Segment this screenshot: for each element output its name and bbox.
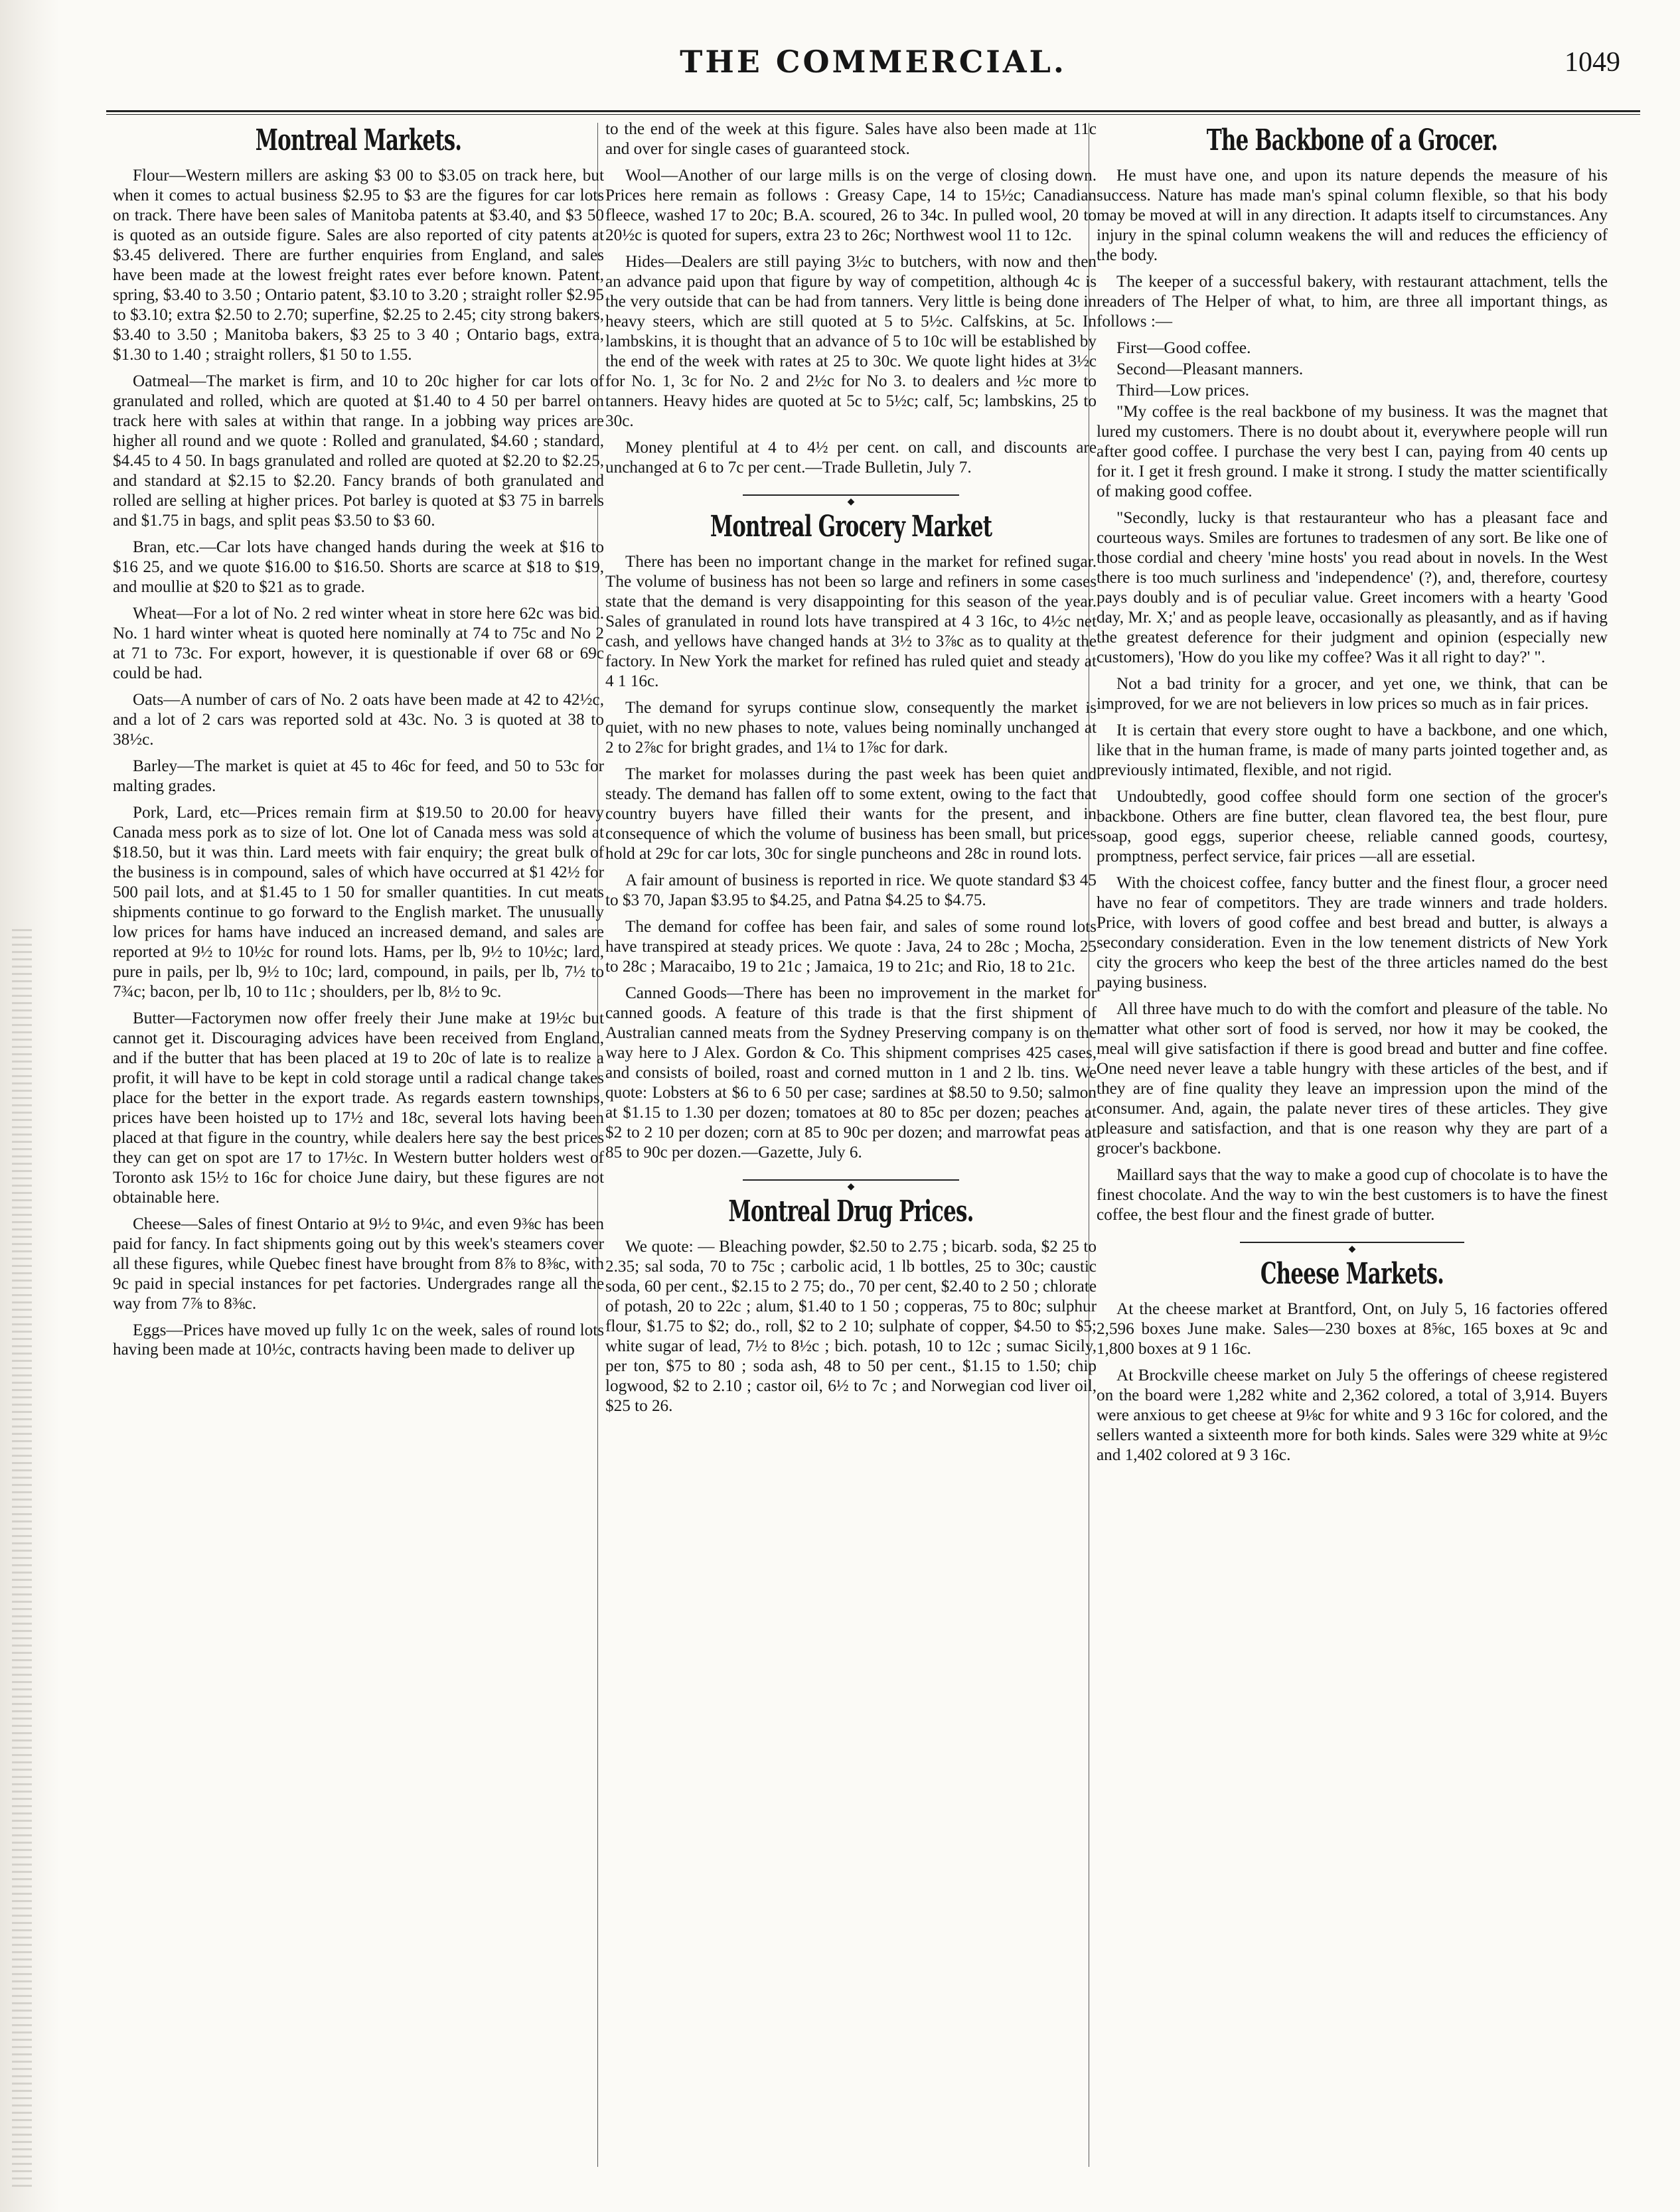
section-title-cheese-markets: Cheese Markets. [1260,1256,1444,1291]
paragraph: A fair amount of business is reported in rice. We quote standard $3 45 to $3 70, Japan $3.95 to $4.25, and Patna $4.25 to $4.75. [605,871,1097,909]
list-item: Third—Low prices. [1116,382,1250,400]
list-item: Second—Pleasant manners. [1116,360,1304,379]
paragraph: Not a bad trinity for a grocer, and yet one, we think, that can be improved, for we are not believers in low prices so much as in fair prices. [1097,674,1608,713]
drug-paragraph-list [605,1237,1097,1416]
backbone-paragraph-list-2 [1097,402,1608,1224]
backbone-list [1097,338,1608,401]
paragraph: He must have one, and upon its nature depends the measure of his success. Nature has made man's spinal column flexible, so that his body may be moved at will in any direction. It adapts itself to circumstances. Any injury in the spinal column weakens the will and reduces the efficiency of the body. [1097,167,1608,265]
paragraph: The demand for syrups continue slow, consequently the market is quiet, with no new phases to note, values being nominally unchanged at 2 to 2⅞c for bright grades, and 1¼ to 1⅞c for dark. [605,698,1097,757]
paragraph: It is certain that every store ought to have a backbone, and one which, like that in the human frame, is made of many parts jointed together and, as previously intimated, flexible, and not rigid. [1097,721,1608,779]
list-item: First—Good coffee. [1116,339,1251,358]
header-rule [106,110,1640,115]
section-title-drug-prices: Montreal Drug Prices. [728,1194,974,1228]
section-title-montreal-markets: Montreal Markets. [255,123,462,157]
paragraph: The market for molasses during the past week has been quiet and steady. The demand has fallen off to some extent, owing to the fact that country buyers have filled their wants for the present, and in consequence of which the volume of business has been small, but prices hold at 29c for car lots, 30c for single puncheons and 28c in round lots. [605,765,1097,863]
running-head [106,32,1640,105]
paragraph: Money plentiful at 4 to 4½ per cent. on call, and discounts are unchanged at 6 to 7c per cent.—Trade Bulletin, July 7. [605,438,1097,477]
grocery-paragraph-list [605,552,1097,1163]
paragraph: Barley—The market is quiet at 45 to 46c for feed, and 50 to 53c for malting grades. [113,757,604,795]
backbone-paragraph-list [1097,166,1608,332]
paragraph: Undoubtedly, good coffee should form one section of the grocer's backbone. Others are fine butter, clean flavored tea, the best flour, pure soap, good eggs, superior cheese, reliable canned goods, courtesy, promptness, perfect service, fair prices —all are essetial. [1097,787,1608,865]
paragraph: Flour—Western millers are asking $3 00 to $3.05 on track here, but when it comes to actual business $2.95 to $3 are the figures for car lots on track. There have been sales of Manitoba patents at $3.40, and $3 50 is quoted as an outside figure. Sales are also reported of city patents at $3.45 delivered. There are further enquiries from England, and sales have been made at the lowest freight rates ever before known. Patent, spring, $3.40 to 3.50 ; Ontario patent, $3.10 to 3.20 ; straight roller $2.95 to $3.10; extra $2.50 to 2.70; superfine, $2.25 to 2.45; city strong bakers, $3.40 to 3.50 ; Manitoba bakers, $3 25 to 3 40 ; Ontario bags, extra, $1.30 to 1.40 ; straight rollers, $1 50 to 1.55. [113,167,604,364]
paragraph: Oats—A number of cars of No. 2 oats have been made at 42 to 42½c, and a lot of 2 cars was reported sold at 43c. No. 3 is quoted at 38 to 38½c. [113,690,604,749]
scan-edge [0,0,60,2212]
section-ornament: ◆ [605,1175,1097,1184]
paragraph: All three have much to do with the comfort and pleasure of the table. No matter what other sort of food is served, nor how it may be cooked, the meal will give satisfaction if there is good bread and butter and fine coffee. One need never leave a table hungry with these articles of the best, and if they are of fine quality they leave an impression upon the mind of the consumer. And, again, the palate never tires of these articles. They give pleasure and satisfaction, and that is one reason why they are part of a grocer's backbone. [1097,999,1608,1157]
paragraph: There has been no important change in the market for refined sugar. The volume of business has not been so large and refiners in some cases state that the demand is very disappointing for this season of the year. Sales of granulated in round lots have transpired at 4 3 16c, to 4½c net cash, and yellows have changed hands at 3½ to 3⅞c as to quality at the factory. In New York the market for refined has ruled quiet and steady at 4 1 16c. [605,553,1097,690]
paragraph: Butter—Factorymen now offer freely their June make at 19½c but cannot get it. Discouraging advices have been received from England, and if the butter that has been placed at 19 to 20c of late is to realize a profit, it will have to be kept in cold storage until a radical change takes place for the better in the export trade. As regards eastern townships, prices have been hoisted up to 17½ and 18c, several lots having been placed at that figure in the country, while dealers here say the best prices they can get on spot are 17 to 17½c. In Western butter holders west of Toronto ask 15½ to 16c for choice June dairy, but these figures are not obtainable here. [113,1009,604,1207]
paragraph: Canned Goods—There has been no improvement in the market for canned goods. A feature of this trade is that the first shipment of Australian canned meats from the Sydney Preserving company is on the way here to J Alex. Gordon & Co. This shipment comprises 425 cases, and consists of boiled, roast and corned mutton in 1 and 2 lb. tins. We quote: Lobsters at $6 to 6 50 per case; sardines at $8.50 to 9.50; salmon at $1.15 to 1.30 per dozen; tomatoes at 80 to 85c per dozen; peaches at $2 to 2 10 per dozen; corn at 85 to 90c per dozen; and marrowfat peas at 85 to 90c per dozen.—Gazette, July 6. [605,984,1097,1161]
paragraph: The demand for coffee has been fair, and sales of some round lots have transpired at steady prices. We quote : Java, 24 to 28c ; Mocha, 25 to 28c ; Maracaibo, 19 to 21c ; Jamaica, 19 to 21c; and Rio, 18 to 21c. [605,917,1097,976]
column-backbone-cheese [1097,119,1608,2164]
section-title-backbone-grocer: The Backbone of a Grocer. [1206,123,1498,157]
paragraph: "Secondly, lucky is that restauranteur who has a pleasant face and courteous ways. Smiles are fortunes to tradesmen of any sort. Be like one of those cordial and cheery 'mine hosts' you read about in novels. In the West there is too much surliness and 'independence' (?), and, therefore, courtesy pays doubly and is of peculiar value. Greet incomers with a hearty 'Good day, Mr. X;' and as people leave, occasionally as pleasantly, and as if having the greatest deference for their judgment and opinion (especially new customers), 'How do you like my coffee? Was it all right to day?' ". [1097,509,1608,666]
paragraph: Wheat—For a lot of No. 2 red winter wheat in store here 62c was bid. No. 1 hard winter wheat is quoted here nominally at 74 to 75c and No 2 at 71 to 73c. For export, however, it is questionable if over 68 or 69c could be had. [113,605,604,682]
paragraph: Wool—Another of our large mills is on the verge of closing down. Prices here remain as follows : Greasy Cape, 14 to 15½c; Canadian fleece, washed 17 to 20c; B.A. scoured, 26 to 34c. In pulled wool, 20 to 20½c is quoted for supers, extra 23 to 26c; Northwest wool 11 to 12c. [605,166,1097,244]
paragraph: Maillard says that the way to make a good cup of chocolate is to have the finest chocolate. And the way to win the best customers is to have the finest coffee, the best flour and the finest grade of butter. [1097,1165,1608,1224]
paragraph: Oatmeal—The market is firm, and 10 to 20c higher for car lots of granulated and rolled, which are quoted at $1.40 to 4 50 per barrel on track here with sales at within that range. In a jobbing way prices are higher all round and we quote : Rolled and granulated, $4.60 ; standard, $4.45 to 4 50. In bags granulated and rolled are quoted at $2.20 to $2.25, and standard at $2.15 to $2.20. Fancy brands of both granulated and rolled are selling at higher prices. Pot barley is quoted at $3 75 in barrels and $1.75 in bags, and split peas $3.50 to $3 60. [113,372,604,530]
section-ornament: ◆ [1097,1237,1608,1246]
column-grocery-drug [605,119,1097,2164]
paragraph: Pork, Lard, etc—Prices remain firm at $19.50 to 20.00 for heavy Canada mess pork as to size of lot. One lot of Canada mess was sold at $18.50, but it was thin. Lard meets with fair enquiry; the great bulk of the business is in compound, sales of which have occurred at $1 42½ for 500 pail lots, and at $1.45 to 1 50 for smaller quantities. In cut meats shipments continue to go forward to the English market. The unusually low prices for hams have induced an increased demand, and sales are reported at 9½ to 10½c for round lots. Hams, per lb, 9½ to 10½c; lard, pure in pails, per lb, 9½ to 10c; lard, compound, in pails, per lb, 7½ to 7¾c; bacon, per lb, 10 to 11c ; shoulders, per lb, 8½ to 9c. [113,803,604,1001]
section-title-grocery-market: Montreal Grocery Market [710,509,992,544]
masthead: THE COMMERCIAL. [680,44,1067,80]
paragraph: Cheese—Sales of finest Ontario at 9½ to 9¼c, and even 9⅜c has been paid for fancy. In fact shipments going out by this week's steamers cover all these figures, while Quebec finest have brought from 8⅞ to 8⅜c, with 9c paid in special instances for pet factories. Undergrades range all the way from 7⅞ to 8⅜c. [113,1215,604,1313]
paragraph: Eggs—Prices have moved up fully 1c on the week, sales of round lots having been made at 10½c, contracts having been made to deliver up [113,1321,604,1359]
paragraph: "My coffee is the real backbone of my business. It was the magnet that lured my customers. There is no doubt about it, everywhere people will run after good coffee. I purchase the very best I can, paying from 40 cents up for it. I get it fresh ground. I make it strong. I study the matter scientifically of making good coffee. [1097,403,1608,501]
paragraph: to the end of the week at this figure. Sales have also been made at 11c and over for single cases of guaranteed stock. [605,120,1097,158]
cheese-paragraph-list [1097,1299,1608,1465]
continued-paragraph-list [605,119,1097,478]
column-montreal-markets [113,119,604,2164]
paragraph-list [113,166,604,1360]
paragraph: Hides—Dealers are still paying 3½c to butchers, with now and then an advance paid upon that figure by way of competition, although 4c is the very outside that can be had from tanners. Very little is being done in heavy steers, which are still quoted at 5 to 5½c. Calfskins, at 5c. In lambskins, it is thought that an advance of 5 to 10c will be established by the end of the week with rates at 25 to 30c. We quote light hides at 3½c for No. 1, 3c for No. 2 and 2½c for No 3. to dealers and ½c more to tanners. Heavy hides are quoted at 5c to 5½c; calf, 5c; lambskins, 25 to 30c. [605,252,1097,430]
paragraph: We quote: — Bleaching powder, $2.50 to 2.75 ; bicarb. soda, $2 25 to 2.35; sal soda, 70 to 75c ; carbolic acid, 1 lb bottles, 25 to 30c; caustic soda, 60 per cent., $2.15 to 2 75; do., 70 per cent, $2.40 to 2 50 ; chlorate of potash, 20 to 22c ; alum, $1.40 to 1 50 ; copperas, 75 to 80c; sulphur flour, $1.75 to $2; do., roll, $2 to 2 10; sulphate of copper, $4.50 to $5; white sugar of lead, 7½ to 8½c ; bich. potash, 10 to 12c ; sumac Sicily, per ton, $75 to 80 ; soda ash, 48 to 50 per cent., $1.15 to 1.50; chip logwood, $2 to 2.10 ; castor oil, 6½ to 7c ; and Norwegian cod liver oil, $25 to 26. [605,1238,1097,1415]
paragraph: At the cheese market at Brantford, Ont, on July 5, 16 factories offered 2,596 boxes June make. Sales—230 boxes at 8⅝c, 165 boxes at 9c and 1,800 boxes at 9 1 16c. [1097,1299,1608,1358]
paragraph: At Brockville cheese market on July 5 the offerings of cheese registered on the board were 1,282 white and 2,362 colored, a total of 3,914. Buyers were anxious to get cheese at 9⅛c for white and 9 3 16c for colored, and the sellers wanted a sixteenth more for both kinds. Sales were 329 white at 9½c and 1,402 colored at 9 3 16c. [1097,1366,1608,1464]
paragraph: With the choicest coffee, fancy butter and the finest flour, a grocer need have no fear of competitors. They are trade winners and trade holders. Price, with lovers of good coffee and best bread and butter, is always a secondary consideration. Even in the low tenement districts of New York city the grocers who keep the best of the three articles named do the best paying business. [1097,873,1608,992]
page-number: 1049 [1565,47,1620,78]
section-ornament: ◆ [605,490,1097,499]
paragraph: The keeper of a successful bakery, with restaurant attachment, tells the readers of The Helper of what, to him, are three all important things, as follows :— [1097,273,1608,331]
paragraph: Bran, etc.—Car lots have changed hands during the week at $16 to $16 25, and we quote $16.00 to $16.50. Shorts are scarce at $18 to $19, and moullie at $20 to $21 as to grade. [113,538,604,597]
